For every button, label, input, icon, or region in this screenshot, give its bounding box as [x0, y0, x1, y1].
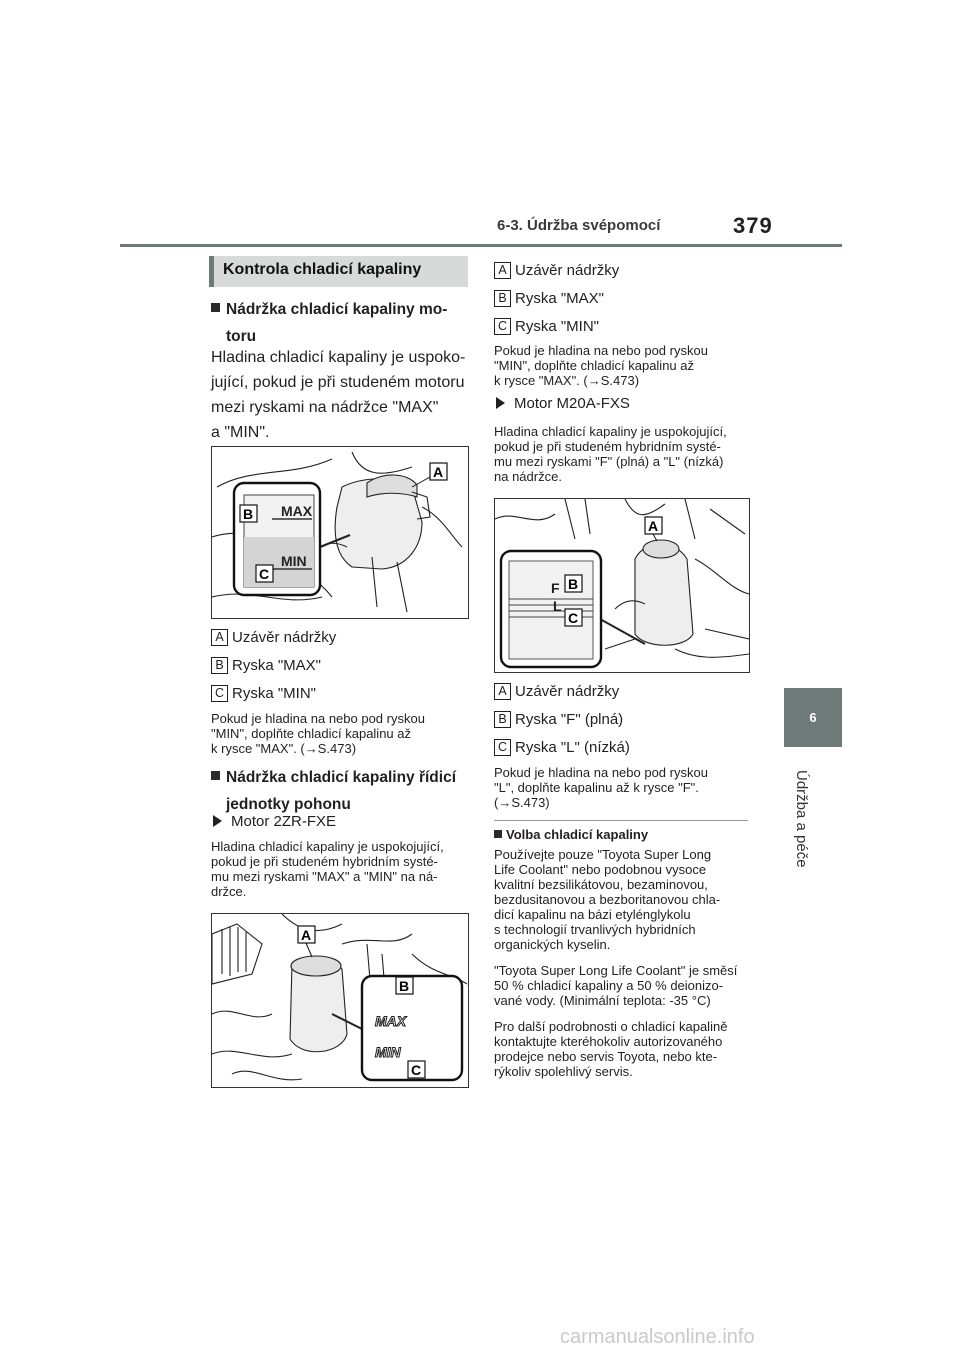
- square-bullet-icon: [211, 303, 220, 312]
- legend-2: [494, 259, 619, 337]
- legend-3: [494, 680, 630, 758]
- engine2-text: Hladina chladicí kapaliny je uspokojující, pokud je při studeném hybridním systé- mu mezi ryskami "F" (plná) a "L" (nízká) na nádržce.: [494, 424, 727, 484]
- heading-reservoir: Nádržka chladicí kapaliny mo- toru: [211, 296, 473, 350]
- heading-pcu-reservoir: Nádržka chladicí kapaliny řídicí jednotky pohonu: [211, 764, 473, 818]
- legend-item-c: C Ryska "MIN": [211, 682, 336, 704]
- min-mark-text: MIN: [375, 1044, 401, 1060]
- fig3-label-a: A: [648, 518, 659, 534]
- max-mark-text: MAX: [281, 503, 313, 519]
- header-rule: [120, 244, 842, 247]
- illustration-m20a-reservoir: [494, 498, 750, 673]
- legend-item-b: B Ryska "MAX": [211, 654, 336, 676]
- f-mark-text: F: [551, 580, 560, 596]
- fig2-label-a: A: [301, 927, 312, 943]
- fig1-label-a: A: [433, 464, 444, 480]
- legend-item-b: B Ryska "F" (plná): [494, 708, 630, 730]
- badge-b: B: [494, 711, 511, 728]
- legend-item-a: A Uzávěr nádržky: [211, 626, 336, 648]
- page-number: 379: [733, 213, 773, 238]
- engine1-text: Hladina chladicí kapaliny je uspokojující, pokud je při studeném hybridním systé- mu mezi ryskami "MAX" a "MIN" na ná- držce.: [211, 839, 444, 899]
- note-2: Pokud je hladina na nebo pod ryskou "MIN", doplňte chladicí kapalinu až k rysce "MAX". (→S.473): [494, 343, 708, 388]
- watermark: carmanualsonline.info: [560, 1326, 755, 1348]
- separator-line: [494, 820, 748, 821]
- coolant-choice-p3: Pro další podrobnosti o chladicí kapalině kontaktujte kteréhokoliv autorizovaného prodejce nebo servis Toyota, nebo kte- rýkoliv spolehlivý servis.: [494, 1019, 728, 1079]
- legend-item-c: C Ryska "L" (nízká): [494, 736, 630, 758]
- max-mark-text: MAX: [375, 1013, 407, 1029]
- coolant-choice-heading: Volba chladicí kapaliny: [494, 827, 648, 842]
- badge-a: A: [494, 262, 511, 279]
- section-header: 6-3. Údržba svépomocí: [497, 217, 661, 234]
- engine-item-m20a: Motor M20A-FXS: [496, 395, 630, 412]
- triangle-bullet-icon: [213, 815, 222, 827]
- chapter-tab: 6: [784, 688, 842, 747]
- engine-item-2zr: Motor 2ZR-FXE: [213, 813, 336, 830]
- fig2-label-b: B: [399, 978, 410, 994]
- badge-b: B: [211, 657, 228, 674]
- section-title: Kontrola chladicí kapaliny: [223, 261, 422, 278]
- coolant-choice-p2: "Toyota Super Long Life Coolant" je směsí 50 % chladicí kapaliny a 50 % deionizo- vané vody. (Minimální teplota: -35 °C): [494, 963, 738, 1008]
- coolant-choice-p1: Používejte pouze "Toyota Super Long Life Coolant" nebo podobnou vysoce kvalitní bezsilikátovou, bezaminovou, bezdusitanovou a bezboritanovou chla- dicí kapalinu na bázi etylénglykolu s technologií trvanlivých hybridních organických kyselin.: [494, 847, 721, 952]
- triangle-bullet-icon: [496, 397, 505, 409]
- reservoir-text: Hladina chladicí kapaliny je uspoko- jující, pokud je při studeném motoru mezi ryskami na nádržce "MAX" a "MIN".: [211, 349, 466, 441]
- illustration-2zr-reservoir: [211, 913, 469, 1088]
- illustration-engine-reservoir: [211, 446, 469, 619]
- badge-b: B: [494, 290, 511, 307]
- badge-c: C: [494, 318, 511, 335]
- legend-1: [211, 626, 336, 704]
- legend-item-a: A Uzávěr nádržky: [494, 680, 630, 702]
- chapter-label: Údržba a péče: [793, 770, 810, 868]
- legend-item-b: B Ryska "MAX": [494, 287, 619, 309]
- fig3-label-c: C: [568, 610, 579, 626]
- fig1-label-c: C: [259, 566, 270, 582]
- square-bullet-icon: [211, 771, 220, 780]
- fig2-label-c: C: [411, 1062, 422, 1078]
- note-1: Pokud je hladina na nebo pod ryskou "MIN", doplňte chladicí kapalinu až k rysce "MAX". (→S.473): [211, 711, 425, 756]
- section-title-box: [209, 256, 468, 287]
- legend-item-a: A Uzávěr nádržky: [494, 259, 619, 281]
- badge-a: A: [211, 629, 228, 646]
- note-3: Pokud je hladina na nebo pod ryskou "L", doplňte kapalinu až k rysce "F". (→S.473): [494, 765, 708, 810]
- badge-c: C: [494, 739, 511, 756]
- fig1-label-b: B: [243, 506, 254, 522]
- min-mark-text: MIN: [281, 553, 307, 569]
- badge-a: A: [494, 683, 511, 700]
- badge-c: C: [211, 685, 228, 702]
- fig3-label-b: B: [568, 576, 579, 592]
- l-mark-text: L: [553, 598, 562, 614]
- square-bullet-icon: [494, 830, 502, 838]
- legend-item-c: C Ryska "MIN": [494, 315, 619, 337]
